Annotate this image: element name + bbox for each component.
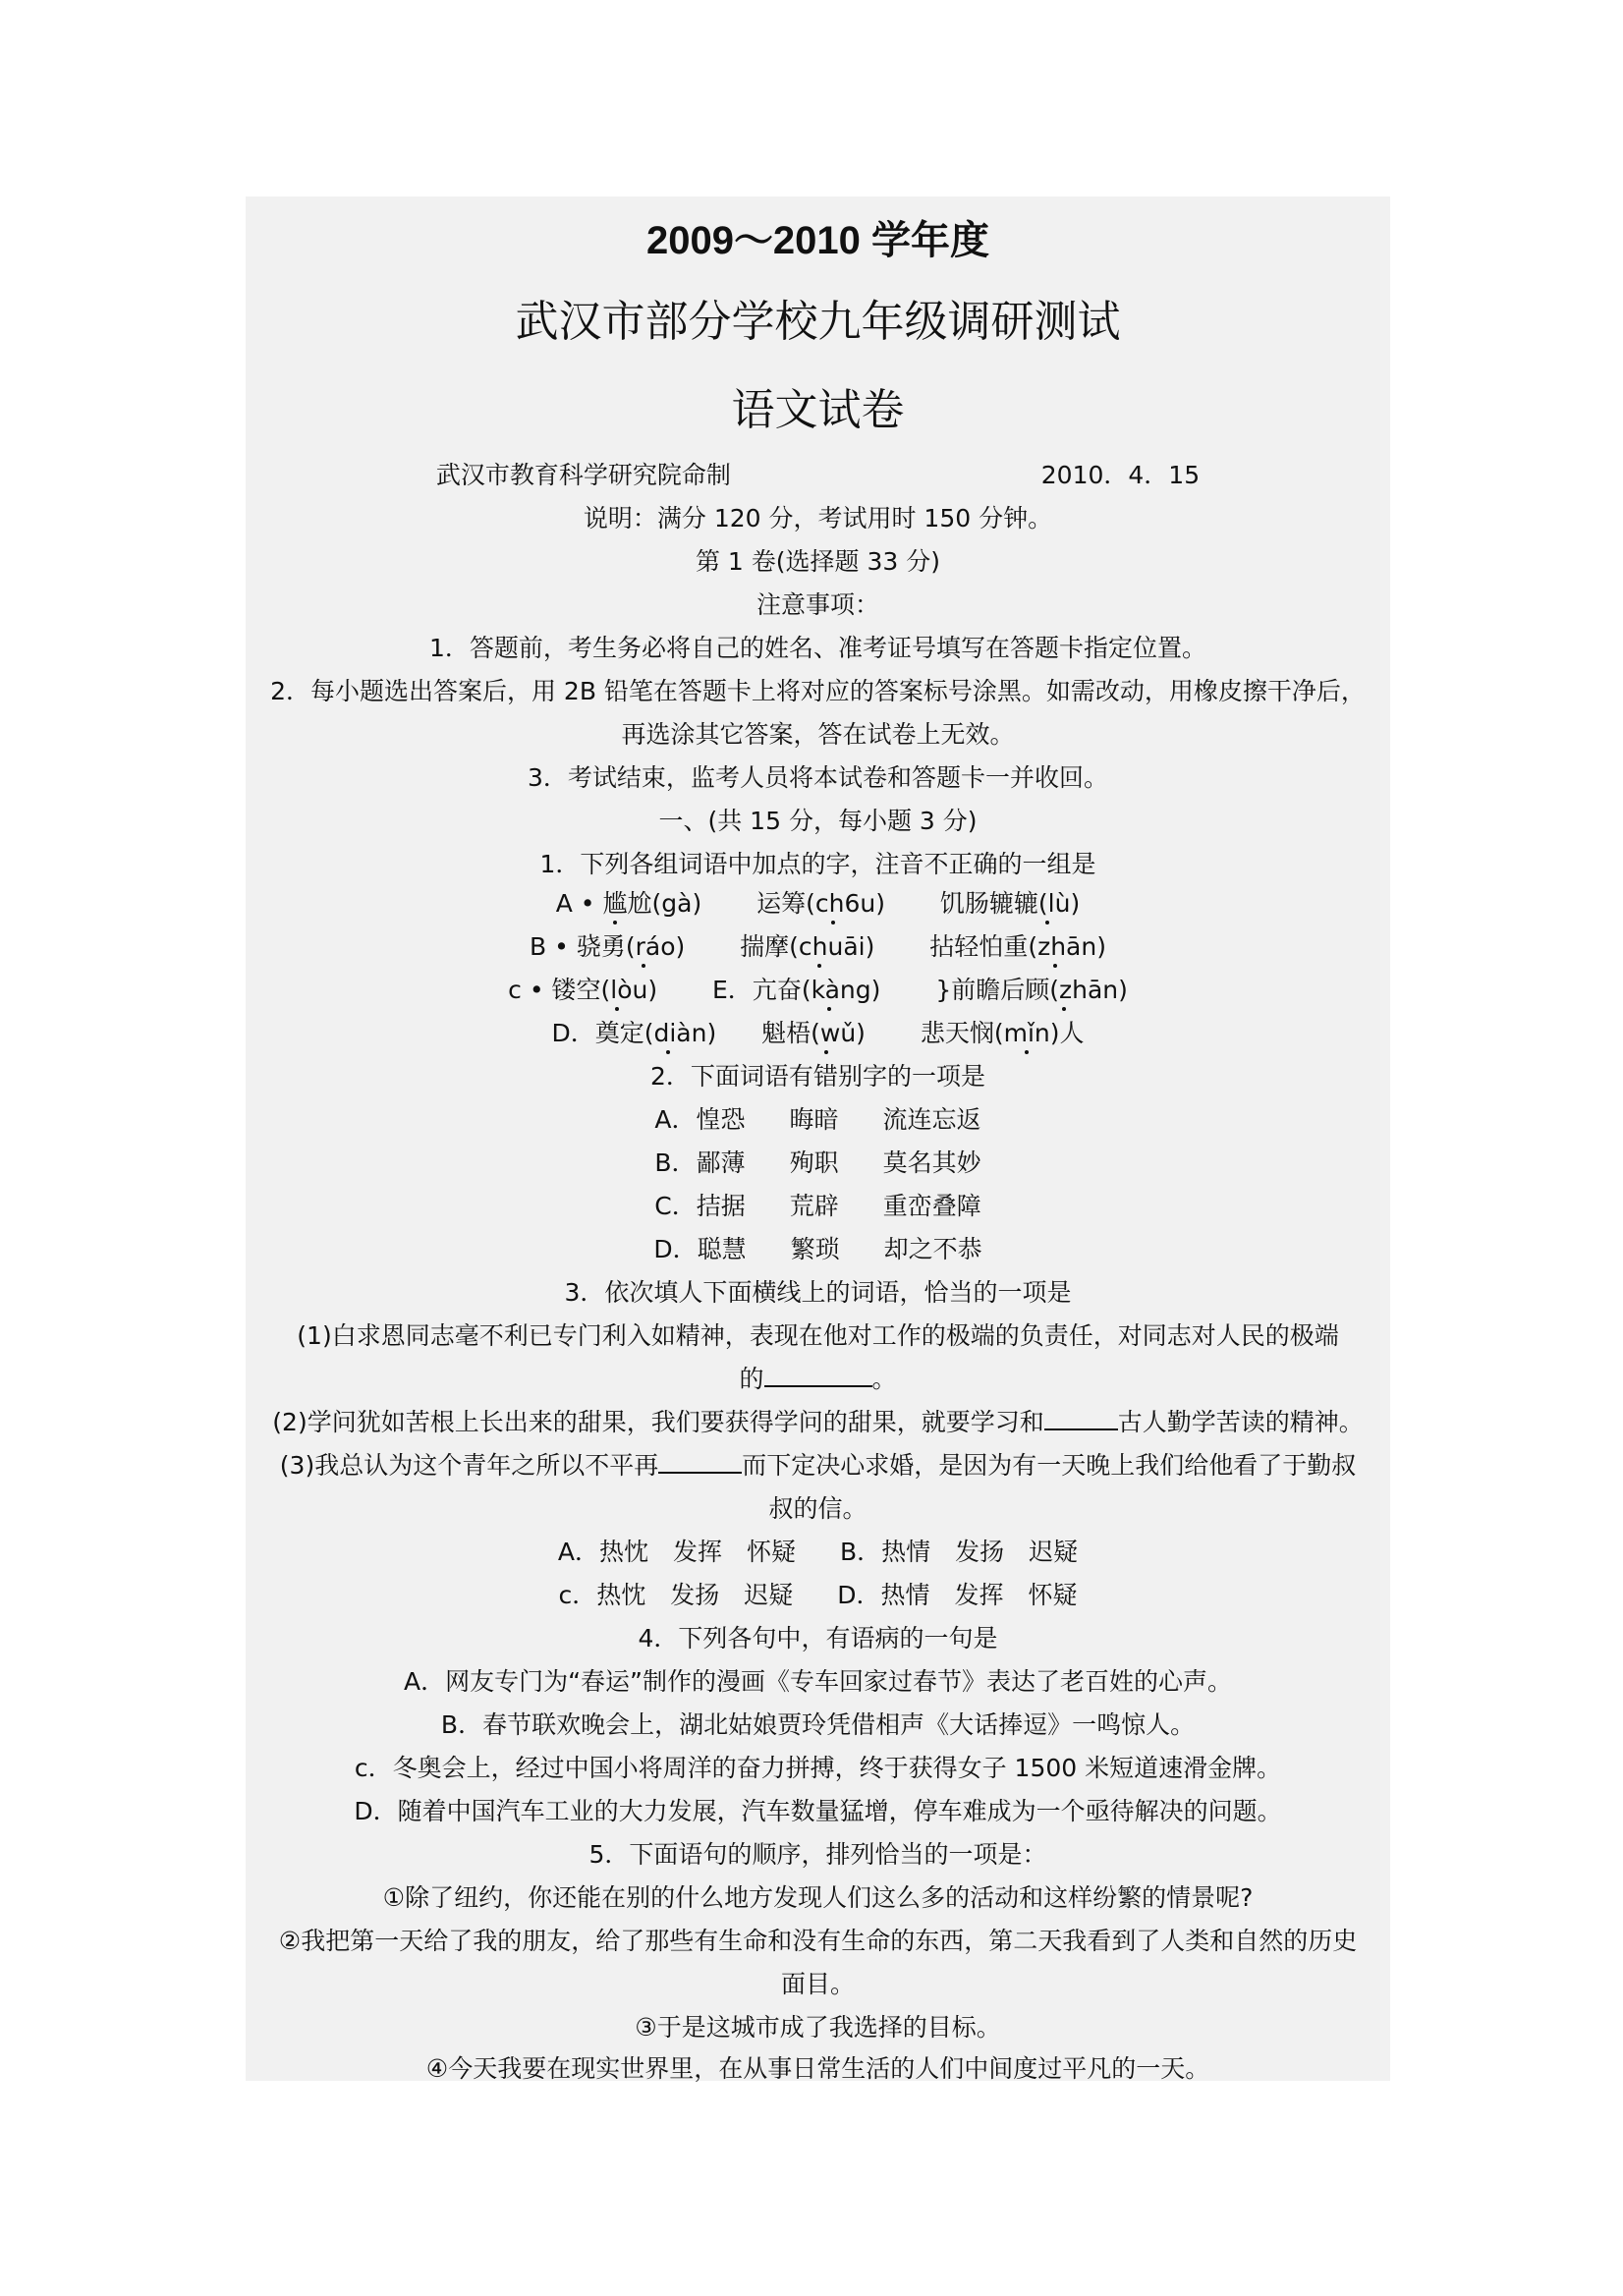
dotted-char: 筹(ch6u) [781,889,885,918]
q2-option-d: D．聪慧 繁琐 却之不恭 [653,1235,982,1263]
q5-sentence-2a: ②我把第一天给了我的朋友，给了那些有生命和没有生命的东西，第二天我看到了人类和自然的历史 [278,1927,1358,1955]
dotted-char: 辘(lù) [1013,889,1081,918]
q1-option-b: B • 骁勇(ráo) 揣摩(chuāi) 拈轻怕重(zhān) [530,932,1106,961]
fill-blank-1 [764,1364,872,1387]
publisher-line [246,460,1390,491]
q3-options-cd: c．热忱 发扬 迟疑 D．热情 发挥 怀疑 [558,1581,1078,1609]
q3-sentence-3a: (3)我总认为这个青年之所以不平再 而下定决心求婚，是因为有一天晚上我们给他看了于勤叔 [279,1451,1357,1480]
dotted-char: 悯(mǐn)人 [969,1019,1085,1047]
q5-stem: 5．下面语句的顺序，排列恰当的一项是： [588,1840,1047,1869]
dotted-char: 摩(chuāi) [764,932,875,961]
q2-option-b: B．鄙薄 殉职 莫名其妙 [654,1148,981,1177]
dotted-char: 后顾(zhān) [1000,976,1128,1004]
notice-2b: 再选涂其它答案，答在试卷上无效。 [621,720,1015,749]
exam-note: 说明：满分 120 分，考试用时 150 分钟。 [583,504,1053,532]
q1-stem: 1．下列各组词语中加点的字，注音不正确的一组是 [539,850,1096,878]
dotted-char: 尴 [602,889,628,918]
exam-subject: 语文试卷 [731,385,905,435]
volume-heading: 第 1 卷(选择题 33 分) [695,547,940,576]
q3-sentence-1b: 的 。 [739,1365,897,1393]
q3-sentence-3b: 叔的信。 [768,1494,867,1523]
q2-option-c: C．拮据 荒辟 重峦叠障 [654,1192,981,1220]
q3-sentence-2: (2)学问犹如苦根上长出来的甜果，我们要获得学问的甜果，就要学习和 古人勤学苦读的精神。 [272,1408,1364,1436]
exam-year: 2009～2010 学年度 [645,219,990,262]
q5-sentence-3: ③于是这城市成了我选择的目标。 [635,2013,1001,2042]
exam-title: 武汉市部分学校九年级调研测试 [515,297,1121,347]
q3-sentence-1a: (1)白求恩同志毫不利已专门利入如精神，表现在他对工作的极端的负责任，对同志对人民的极端 [297,1321,1339,1350]
q1-option-a: A • 尴尬(gà) 运筹(ch6u) 饥肠辘辘(lù) [555,889,1081,918]
q3-options-ab: A．热忱 发挥 怀疑 B．热情 发扬 迟疑 [557,1538,1079,1566]
fill-blank-3 [658,1450,742,1474]
q2-stem: 2．下面词语有错别字的一项是 [650,1062,985,1091]
dotted-char: 定(diàn) [619,1019,717,1047]
publisher: 武汉市教育科学研究院命制 [435,461,731,489]
dotted-char: 梧(wǔ) [786,1019,866,1047]
dotted-char: 重(zhān) [1003,932,1106,961]
q1-option-c: c • 镂空(lòu) E．亢奋(kàng) }前瞻后顾(zhān) [508,976,1128,1004]
q4-option-a: A．网友专门为“春运”制作的漫画《专车回家过春节》表达了老百姓的心声。 [403,1667,1232,1696]
q4-option-c: c．冬奥会上，经过中国小将周洋的奋力拼搏，终于获得女子 1500 米短道速滑金牌。 [354,1754,1282,1782]
q1-option-d: D．奠定(diàn) 魁梧(wǔ) 悲天悯(mǐn)人 [551,1019,1085,1047]
notice-2a: 2．每小题选出答案后，用 2B 铅笔在答题卡上将对应的答案标号涂黑。如需改动，用橡皮擦干净后， [270,677,1366,705]
notice-1: 1．答题前，考生务必将自己的姓名、准考证号填写在答题卡指定位置。 [429,634,1206,662]
q2-option-a: A．惶恐 晦暗 流连忘返 [654,1105,981,1134]
dotted-char: 勇(ráo) [600,932,686,961]
q4-stem: 4．下列各句中，有语病的一句是 [638,1624,998,1652]
exam-date: 2010．4．15 [1040,461,1201,489]
q4-option-d: D．随着中国汽车工业的大力发展，汽车数量猛增，停车难成为一个亟待解决的问题。 [354,1797,1282,1825]
section-heading: 一、(共 15 分，每小题 3 分) [658,807,978,835]
q5-sentence-1: ①除了纽约，你还能在别的什么地方发现人们这么多的活动和这样纷繁的情景呢? [382,1883,1254,1912]
q4-option-b: B．春节联欢晚会上，湖北姑娘贾玲凭借相声《大话捧逗》一鸣惊人。 [440,1710,1196,1739]
fill-blank-2 [1044,1407,1118,1430]
q5-sentence-4: ④今天我要在现实世界里，在从事日常生活的人们中间度过平凡的一天。 [425,2054,1210,2083]
q5-sentence-2b: 面目。 [780,1970,855,1998]
notice-3: 3．考试结束，监考人员将本试卷和答题卡一并收回。 [528,763,1108,792]
exam-page [246,196,1390,2081]
dotted-char: 奋(kàng) [776,976,881,1004]
dotted-char: 空(lòu) [576,976,658,1004]
notice-title: 注意事项： [756,590,879,619]
q3-stem: 3．依次填人下面横线上的词语，恰当的一项是 [564,1278,1072,1307]
